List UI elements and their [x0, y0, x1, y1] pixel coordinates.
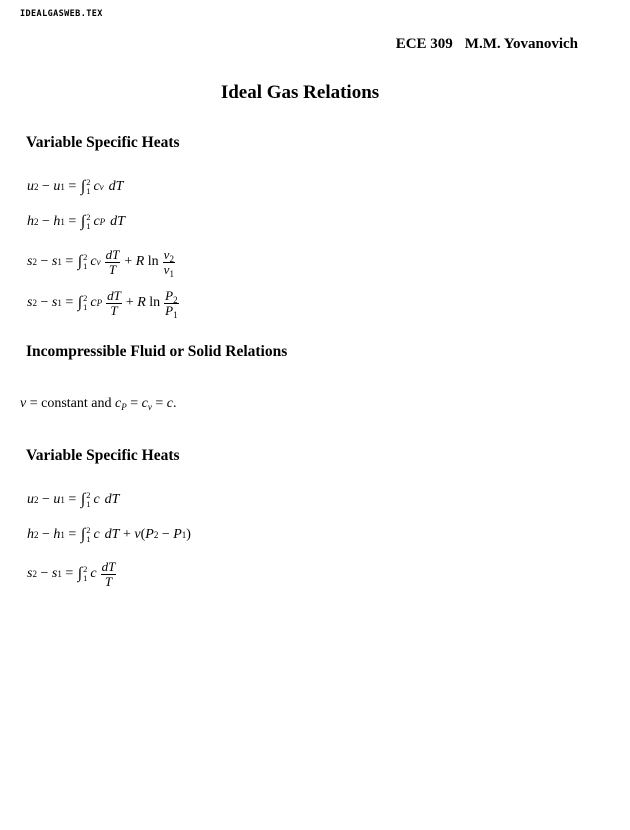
section-heading-incompressible: Incompressible Fluid or Solid Relations: [26, 343, 288, 360]
equation-internal-energy-variable: u 2 − u 1 = ∫ 2 1 c v dT: [27, 177, 124, 196]
author-name: M.M. Yovanovich: [464, 36, 578, 52]
section-heading-variable-specific-heats-1: Variable Specific Heats: [26, 134, 180, 151]
equation-entropy-cv: s 2 − s 1 = ∫ 2 1 c v $\frac{dT}{T}$ + R ln $\frac{v_2}{v_1}$: [27, 247, 174, 279]
equation-entropy-incompressible: s 2 − s 1 = ∫ 2 1 c $\frac{dT}{T}$: [27, 559, 116, 589]
equation-internal-energy-incompressible: u 2 − u 1 = ∫ 2 1 c dT: [27, 490, 120, 509]
page-title: Ideal Gas Relations: [220, 82, 380, 103]
equation-enthalpy-incompressible: h 2 − h 1 = ∫ 2 1 c dT + v ( P 2 − P 1 ): [27, 525, 191, 544]
incompressible-statement: v = constant and $c_P = c_v = c$.: [20, 396, 177, 412]
file-name: IDEALGASWEB.TEX: [20, 9, 103, 19]
course-code: ECE 309: [395, 36, 453, 52]
course-header: [396, 36, 578, 53]
equation-enthalpy-variable: h 2 − h 1 = ∫ 2 1 c P dT: [27, 212, 125, 231]
equation-entropy-cp: s 2 − s 1 = ∫ 2 1 c P $\frac{dT}{T}$ + R ln $\frac{P_2}{P_1}$: [27, 288, 178, 320]
section-heading-variable-specific-heats-2: Variable Specific Heats: [26, 447, 180, 464]
